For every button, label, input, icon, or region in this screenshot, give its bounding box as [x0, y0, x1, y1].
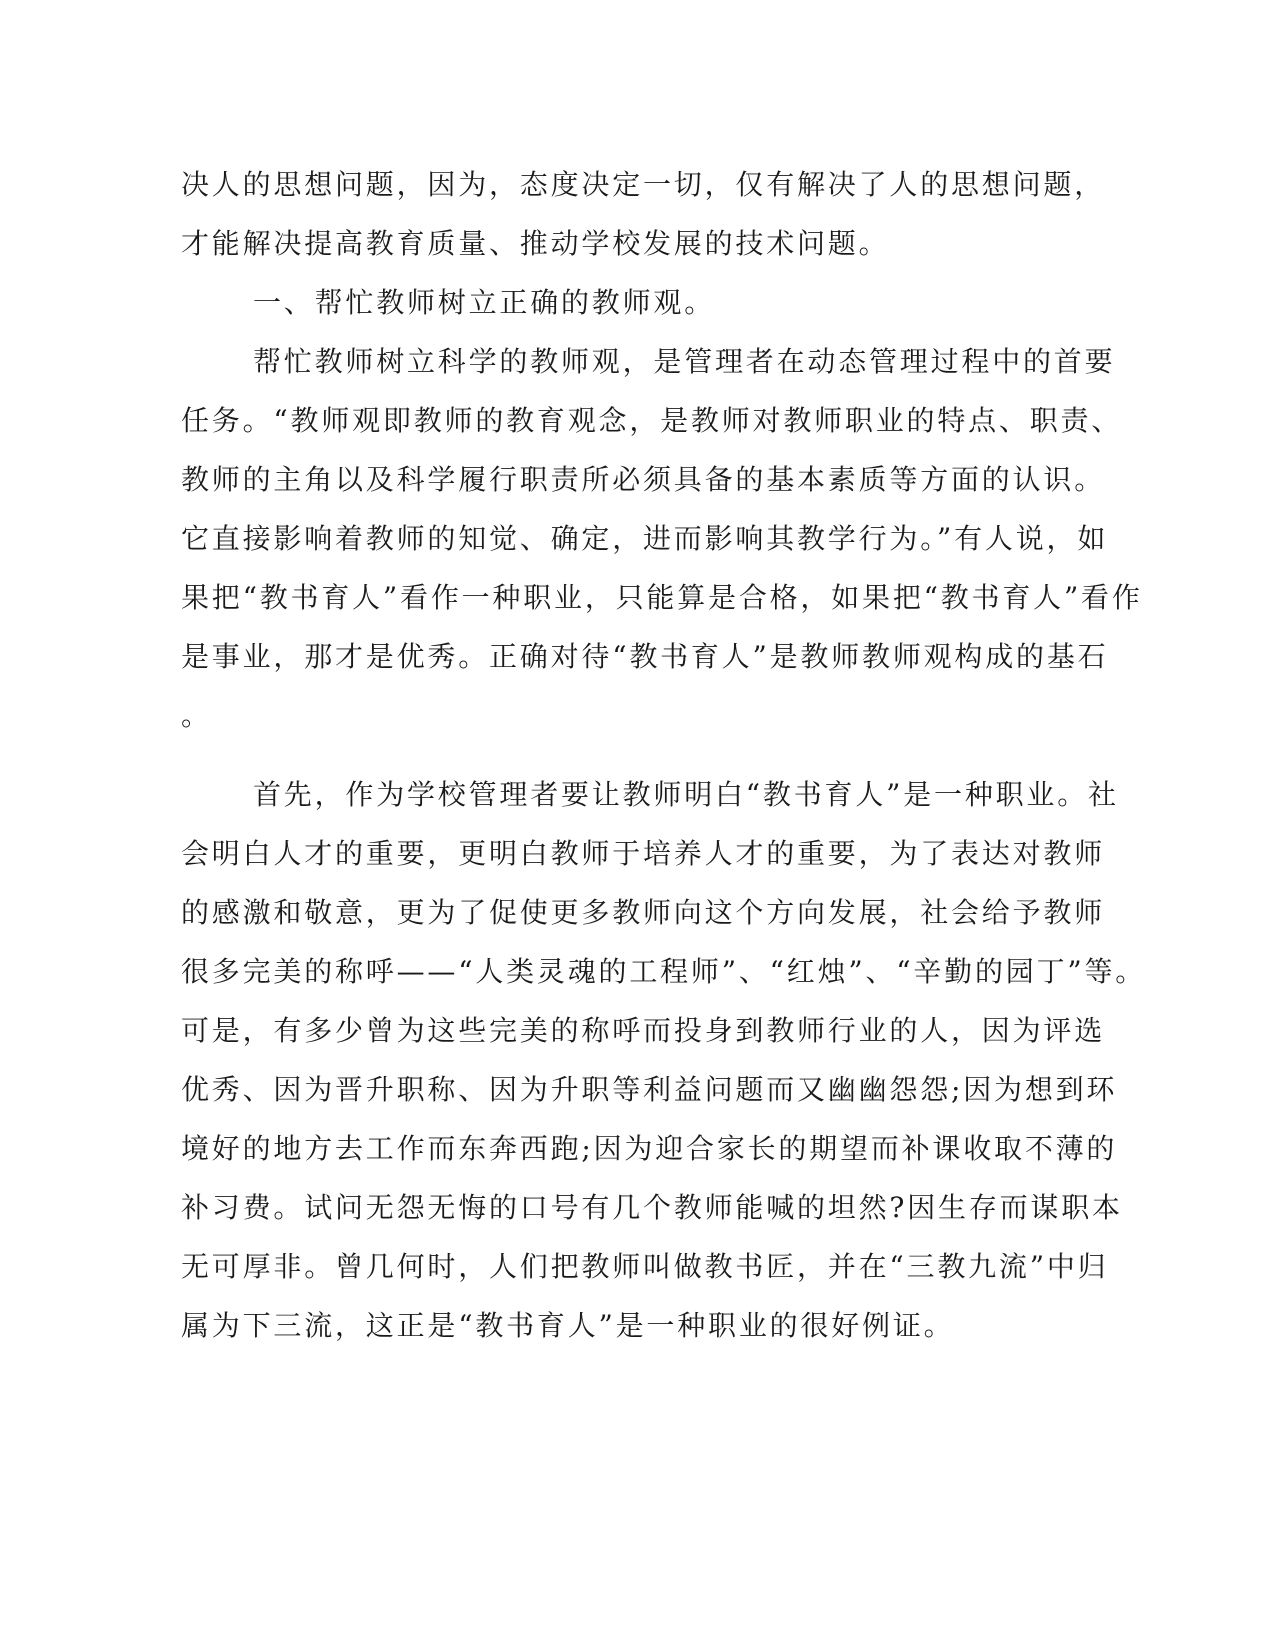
paragraph-gap	[181, 745, 1041, 765]
text-line: 才能解决提高教育质量、推动学校发展的技术问题。	[181, 227, 890, 260]
paragraph-continuation	[181, 155, 1106, 273]
text-line: 的感激和敬意，更为了促使更多教师向这个方向发展，社会给予教师	[181, 896, 1106, 929]
text-line: 决人的思想问题，因为，态度决定一切，仅有解决了人的思想问题，	[181, 168, 1106, 201]
text-line: 属为下三流，这正是“教书育人”是一种职业的很好例证。	[181, 1309, 955, 1342]
text-line: 。	[181, 699, 212, 732]
text-line: 是事业，那才是优秀。正确对待“教书育人”是教师教师观构成的基石	[181, 640, 1109, 673]
paragraph-teacher-view	[181, 332, 1143, 745]
text-line: 任务。“教师观即教师的教育观念，是教师对教师职业的特点、职责、	[181, 404, 1123, 437]
text-line: 境好的地方去工作而东奔西跑;因为迎合家长的期望而补课收取不薄的	[181, 1132, 1118, 1165]
paragraph-first-point	[181, 765, 1147, 1355]
text-line: 帮忙教师树立科学的教师观，是管理者在动态管理过程中的首要	[253, 345, 1116, 378]
text-line: 它直接影响着教师的知觉、确定，进而影响其教学行为。”有人说，如	[181, 522, 1109, 555]
text-line: 首先，作为学校管理者要让教师明白“教书育人”是一种职业。社	[253, 778, 1119, 811]
document-body	[181, 155, 1147, 1355]
text-line: 教师的主角以及科学履行职责所必须具备的基本素质等方面的认识。	[181, 463, 1106, 496]
text-line: 可是，有多少曾为这些完美的称呼而投身到教师行业的人，因为评选	[181, 1014, 1106, 1047]
text-line: 果把“教书育人”看作一种职业，只能算是合格，如果把“教书育人”看作	[181, 581, 1143, 614]
section-heading	[181, 273, 1041, 332]
text-line: 补习费。试问无怨无悔的口号有几个教师能喊的坦然?因生存而谋职本	[181, 1191, 1123, 1224]
text-line: 优秀、因为晋升职称、因为升职等利益问题而又幽幽怨怨;因为想到环	[181, 1073, 1118, 1106]
heading-text: 一、帮忙教师树立正确的教师观。	[253, 286, 716, 319]
text-line: 会明白人才的重要，更明白教师于培养人才的重要，为了表达对教师	[181, 837, 1106, 870]
text-line: 无可厚非。曾几何时，人们把教师叫做教书匠，并在“三教九流”中归	[181, 1250, 1109, 1283]
text-line: 很多完美的称呼——“人类灵魂的工程师”、“红烛”、“辛勤的园丁”等。	[181, 955, 1147, 988]
